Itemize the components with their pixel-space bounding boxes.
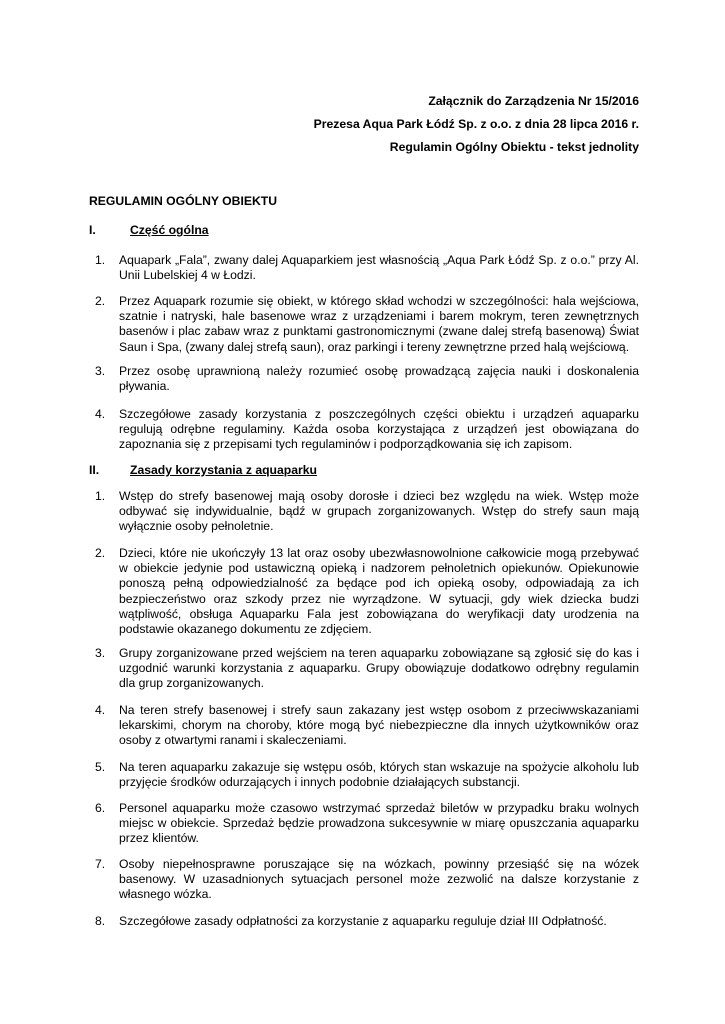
item-text: Na teren aquaparku zakazuje się wstępu osób, których stan wskazuje na spożycie alkoholu lub przyjęcie środków odurzających i innych podobnie działających substancji. xyxy=(119,760,639,790)
item-text: Osoby niepełnosprawne poruszające się na wózkach, powinny przesiąść się na wózek basenowy. W uzasadnionych sytuacjach personel może zezwolić na dalsze korzystanie z własnego wózka. xyxy=(119,857,639,902)
item-number: 4. xyxy=(95,407,106,421)
item-number: 5. xyxy=(95,760,106,774)
item-number: 1. xyxy=(95,489,106,503)
section-heading-1 xyxy=(89,223,209,237)
list-item xyxy=(89,546,639,637)
list-item xyxy=(89,253,639,283)
item-text: Przez Aquapark rozumie się obiekt, w którego skład wchodzi w szczególności: hala wejściowa, szatnie i natryski, hale basenowe wraz z urządzeniami i barem mokrym, teren zewnętrznych basenów i plac zabaw wraz z punktami gastronomicznymi (zwane dalej strefą basenową) Świat Saun i Spa, (zwany dalej strefą saun), oraz parkingi i tereny zewnętrzne przed halą wejściową. xyxy=(119,294,639,354)
section-number: II. xyxy=(89,463,100,477)
item-text: Przez osobę uprawnioną należy rozumieć osobę prowadzącą zajęcia nauki i doskonalenia pływania. xyxy=(119,364,639,394)
list-item xyxy=(89,646,639,692)
section-title: Zasady korzystania z aquaparku xyxy=(130,463,317,477)
item-number: 3. xyxy=(95,364,106,378)
header-line-2: Prezesa Aqua Park Łódź Sp. z o.o. z dnia 28 lipca 2016 r. xyxy=(313,117,639,131)
list-item xyxy=(89,703,639,749)
section-heading-2 xyxy=(89,463,317,477)
item-number: 4. xyxy=(95,703,106,717)
list-item xyxy=(89,914,639,929)
item-text: Dzieci, które nie ukończyły 13 lat oraz osoby ubezwłasnowolnione całkowicie mogą przebywać w obiekcie jedynie pod ustawiczną opieką i nadzorem pełnoletnich opiekunów. Opiekunowie ponoszą pełną odpowiedzialność za będące pod ich opieką osoby, odpowiadają za ich bezpieczeństwo oraz szkody przez nie wyrządzone. W sytuacji, gdy wiek dziecka budzi wątpliwość, obsługa Aquaparku Fala jest zobowiązana do weryfikacji daty urodzenia na podstawie okazanego dokumentu ze zdjęciem. xyxy=(119,546,639,637)
item-number: 7. xyxy=(95,857,106,871)
section-number: I. xyxy=(89,223,96,237)
item-text: Grupy zorganizowane przed wejściem na teren aquaparku zobowiązane są zgłosić się do kas i uzgodnić warunki korzystania z aquaparku. Grupy obowiązuje dodatkowo odrębny regulamin dla grup zorganizowanych. xyxy=(119,646,639,691)
item-text: Aquapark „Fala”, zwany dalej Aquaparkiem jest własnością „Aqua Park Łódź Sp. z o.o.” przy Al. Unii Lubelskiej 4 w Łodzi. xyxy=(119,253,639,283)
list-item xyxy=(89,857,639,903)
item-number: 1. xyxy=(95,253,106,267)
item-text: Na teren strefy basenowej i strefy saun zakazany jest wstęp osobom z przeciwwskazaniami lekarskimi, chorym na choroby, które mogą być niebezpieczne dla innych użytkowników oraz osoby z otwartymi ranami i skaleczeniami. xyxy=(119,703,639,748)
item-number: 2. xyxy=(95,294,106,308)
item-number: 6. xyxy=(95,801,106,815)
item-number: 8. xyxy=(95,914,106,928)
list-item xyxy=(89,407,639,453)
item-text: Szczegółowe zasady odpłatności za korzystanie z aquaparku reguluje dział III Odpłatność. xyxy=(119,914,607,928)
list-item xyxy=(89,294,639,355)
section-title: Część ogólna xyxy=(130,223,209,237)
list-item xyxy=(89,801,639,847)
item-number: 3. xyxy=(95,646,106,660)
item-text: Wstęp do strefy basenowej mają osoby dorosłe i dzieci bez względu na wiek. Wstęp może odbywać się indywidualnie, bądź w grupach zorganizowanych. Wstęp do strefy saun mają wyłącznie osoby pełnoletnie. xyxy=(119,489,639,534)
item-text: Szczegółowe zasady korzystania z poszczególnych części obiektu i urządzeń aquaparku regulują odrębne regulaminy. Każda osoba korzystająca z urządzeń jest obowiązana do zapoznania się z przepisami tych regulaminów i podporządkowania się ich zapisom. xyxy=(119,407,639,452)
list-item xyxy=(89,760,639,790)
list-item xyxy=(89,364,639,394)
list-item xyxy=(89,489,639,535)
header-line-3: Regulamin Ogólny Obiektu - tekst jednolity xyxy=(389,140,639,154)
item-text: Personel aquaparku może czasowo wstrzymać sprzedaż biletów w przypadku braku wolnych miejsc w obiekcie. Sprzedaż będzie prowadzona sukcesywnie w miarę opuszczania aquaparku przez klientów. xyxy=(119,801,639,846)
header-line-1: Załącznik do Zarządzenia Nr 15/2016 xyxy=(428,94,639,108)
item-number: 2. xyxy=(95,546,106,560)
document-title: REGULAMIN OGÓLNY OBIEKTU xyxy=(89,194,278,208)
